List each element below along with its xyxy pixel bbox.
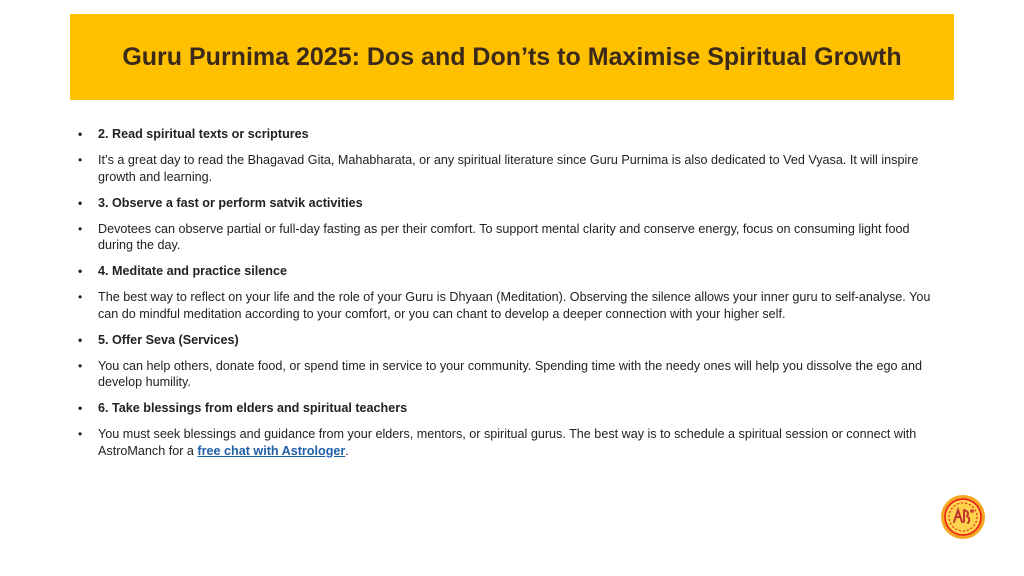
content-area bbox=[78, 126, 948, 469]
list-item-heading: • 6. Take blessings from elders and spiritual teachers bbox=[78, 400, 948, 417]
list-item-heading: • 4. Meditate and practice silence bbox=[78, 263, 948, 280]
list-item-body: • The best way to reflect on your life and the role of your Guru is Dhyaan (Meditation). Observing the silence allows your inner guru to self-analyse. You can do mindful meditation according to your comfort, or you can chant to develop a deeper connection with your higher self. bbox=[78, 289, 948, 322]
list-item-text: You must seek blessings and guidance from your elders, mentors, or spiritual gurus. The best way is to schedule a spiritual session or connect with AstroManch for a bbox=[98, 427, 917, 458]
list-item-heading: • 5. Offer Seva (Services) bbox=[78, 332, 948, 349]
page-title: Guru Purnima 2025: Dos and Don’ts to Maximise Spiritual Growth bbox=[122, 42, 902, 71]
list-item-text-end: . bbox=[345, 443, 349, 458]
title-banner bbox=[70, 14, 954, 100]
list-item-body: • It’s a great day to read the Bhagavad Gita, Mahabharata, or any spiritual literature since Guru Purnima is also dedicated to Ved Vyasa. It will inspire growth and learning. bbox=[78, 152, 948, 185]
list-item-heading: • 3. Observe a fast or perform satvik activities bbox=[78, 195, 948, 212]
free-chat-link[interactable]: free chat with Astrologer bbox=[197, 443, 346, 458]
list-item-body bbox=[78, 426, 948, 459]
list-item-heading: • 2. Read spiritual texts or scriptures bbox=[78, 126, 948, 143]
list-item-body: • You can help others, donate food, or spend time in service to your community. Spending time with the needy ones will help you dissolve the ego and develop humility. bbox=[78, 358, 948, 391]
bullet-list bbox=[78, 126, 948, 459]
list-item-body: • Devotees can observe partial or full-day fasting as per their comfort. To support mental clarity and conserve energy, focus on consuming light food during the day. bbox=[78, 221, 948, 254]
astromanch-logo-icon bbox=[940, 494, 986, 540]
